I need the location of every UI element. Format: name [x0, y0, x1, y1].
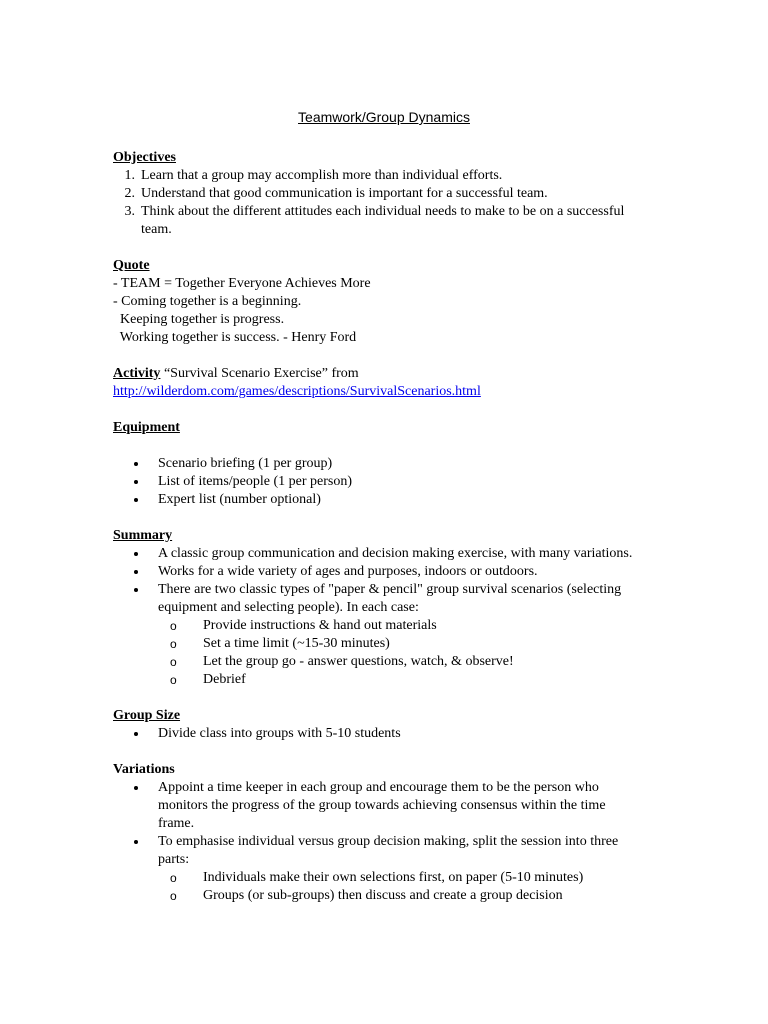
bullet-icon: [113, 725, 158, 743]
bullet-icon: [113, 473, 158, 491]
summary-item: [113, 581, 633, 617]
equipment-heading: Equipment: [113, 420, 180, 435]
variations-item: [113, 833, 633, 869]
bullet-icon: [113, 563, 158, 581]
group-size-item: [113, 725, 633, 743]
group-size-item-text: Divide class into groups with 5-10 students: [158, 726, 401, 741]
objective-number: 1.: [124, 168, 135, 183]
summary-item-text: Works for a wide variety of ages and purposes, indoors or outdoors.: [158, 564, 538, 579]
bullet-icon: [113, 779, 158, 833]
activity-line: [113, 365, 633, 383]
quote-heading: Quote: [113, 258, 150, 273]
equipment-item: [113, 455, 633, 473]
summary-heading: Summary: [113, 528, 173, 543]
variations-item-text: To emphasise individual versus group decision making, split the session into three parts:: [158, 834, 619, 867]
objective-number: 3.: [124, 204, 135, 219]
activity-text: “Survival Scenario Exercise” from: [160, 366, 359, 381]
summary-subitem: [113, 653, 633, 671]
summary-subitem-text: Let the group go - answer questions, watch, & observe!: [203, 654, 514, 669]
equipment-item: [113, 491, 633, 509]
activity-link[interactable]: http://wilderdom.com/games/descriptions/SurvivalScenarios.html: [113, 384, 481, 399]
variations-heading: Variations: [113, 762, 175, 777]
quote-line: - Coming together is a beginning.: [113, 294, 302, 309]
quote-line: Working together is success. - Henry Ford: [113, 330, 357, 345]
variations-subitem: [113, 887, 633, 905]
quote-line: - TEAM = Together Everyone Achieves More: [113, 276, 371, 291]
variations-subitem-text: Groups (or sub-groups) then discuss and create a group decision: [203, 888, 563, 903]
objectives-heading: Objectives: [113, 150, 176, 165]
summary-subitem-text: Debrief: [203, 672, 246, 687]
objective-text: Think about the different attitudes each individual needs to make to be on a successful team.: [141, 204, 625, 237]
equipment-item: [113, 473, 633, 491]
variations-item-text: Appoint a time keeper in each group and encourage them to be the person who monitors the progress of the group towards achieving consensus within the time frame.: [158, 780, 606, 831]
circle-bullet-icon: o: [170, 619, 177, 633]
variations-item: [113, 779, 633, 833]
objective-number: 2.: [124, 186, 135, 201]
objective-item: [113, 203, 633, 239]
summary-item-text: There are two classic types of "paper & pencil" group survival scenarios (selecting equipment and selecting people). In each case:: [158, 582, 622, 615]
circle-bullet-icon: o: [170, 637, 177, 651]
equipment-item-text: Expert list (number optional): [158, 492, 321, 507]
page-title: Teamwork/Group Dynamics: [298, 109, 470, 125]
summary-subitem-text: Provide instructions & hand out materials: [203, 618, 437, 633]
objective-text: Learn that a group may accomplish more than individual efforts.: [141, 168, 503, 183]
variations-subitem-text: Individuals make their own selections first, on paper (5-10 minutes): [203, 870, 584, 885]
bullet-icon: [113, 455, 158, 473]
equipment-item-text: Scenario briefing (1 per group): [158, 456, 333, 471]
circle-bullet-icon: o: [170, 655, 177, 669]
circle-bullet-icon: o: [170, 673, 177, 687]
summary-item: [113, 563, 633, 581]
bullet-icon: [113, 491, 158, 509]
bullet-icon: [113, 545, 158, 563]
summary-item: [113, 545, 633, 563]
quote-line: Keeping together is progress.: [113, 312, 285, 327]
document-body: [113, 149, 633, 905]
bullet-icon: [113, 833, 158, 869]
summary-item-text: A classic group communication and decision making exercise, with many variations.: [158, 546, 633, 561]
objective-item: [113, 185, 633, 203]
summary-subitem: [113, 617, 633, 635]
circle-bullet-icon: o: [170, 889, 177, 903]
activity-label: Activity: [113, 366, 161, 381]
summary-subitem: [113, 635, 633, 653]
summary-subitem: [113, 671, 633, 689]
variations-subitem: [113, 869, 633, 887]
circle-bullet-icon: o: [170, 871, 177, 885]
bullet-icon: [113, 581, 158, 617]
equipment-item-text: List of items/people (1 per person): [158, 474, 353, 489]
group-size-heading: Group Size: [113, 708, 181, 723]
objective-text: Understand that good communication is important for a successful team.: [141, 186, 548, 201]
objective-item: [113, 167, 633, 185]
summary-subitem-text: Set a time limit (~15-30 minutes): [203, 636, 390, 651]
